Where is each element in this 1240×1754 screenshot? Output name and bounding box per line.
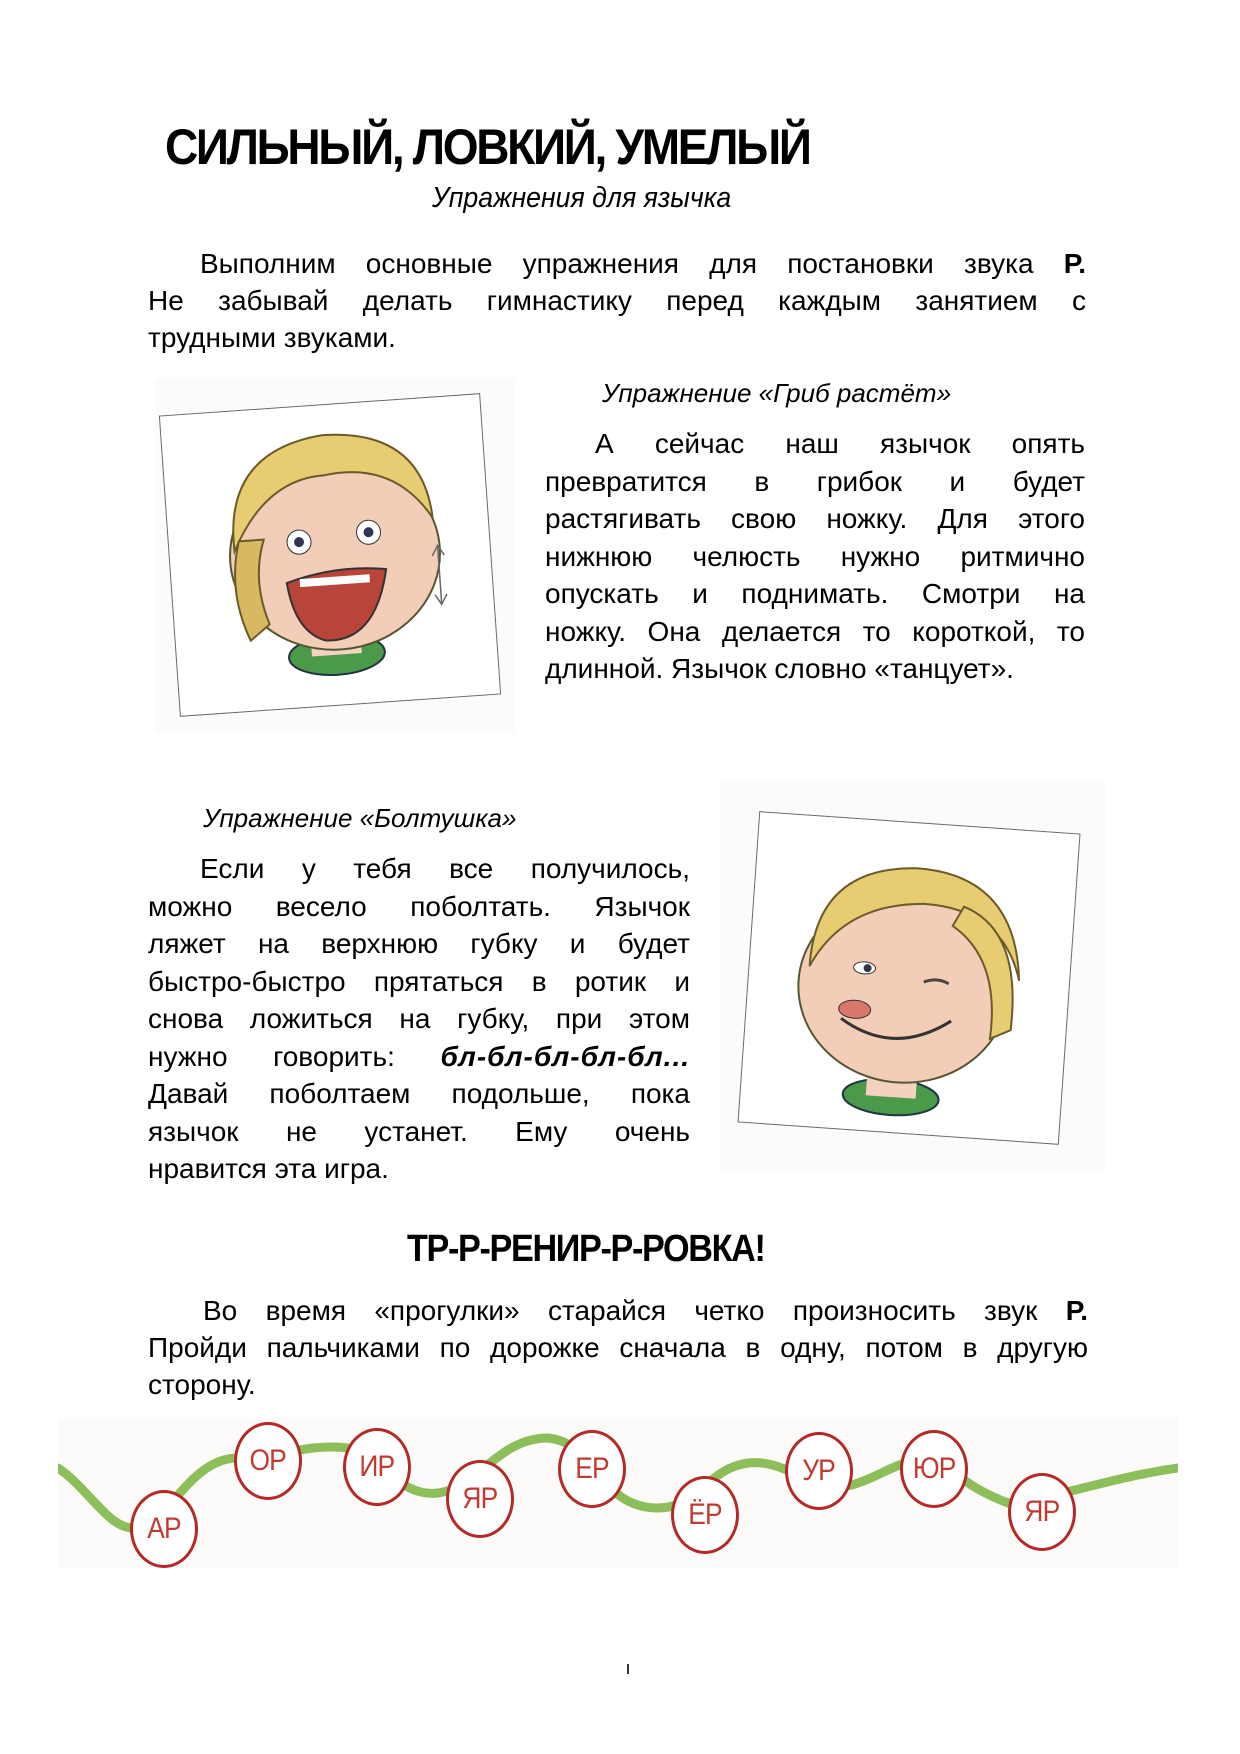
syllable-er[interactable]: ЕР <box>558 1430 626 1508</box>
exercise2-image-frame <box>720 782 1105 1172</box>
ex2-line: язычок не устанет. Ему очень <box>148 1115 690 1147</box>
ex2-line: нужно говорить: бл-бл-бл-бл-бл... <box>148 1040 690 1072</box>
page-number-mark <box>627 1664 629 1674</box>
training-paragraph <box>148 1292 1088 1403</box>
ex2-line: Если у тебя все получилось, <box>200 853 690 884</box>
ex1-line: превратится в грибок и будет <box>545 465 1085 497</box>
boy-tongue-image <box>738 811 1081 1145</box>
exercise1-body <box>545 425 1085 688</box>
intro-line-2: Не забывай делать гимнастику перед каждым занятием с <box>148 285 1086 316</box>
ex2-line: ляжет на верхнюю губку и будет <box>148 928 690 959</box>
intro-line-1: Выполним основные упражнения для постановки звука Р. <box>200 248 1087 279</box>
sound-letter: Р. <box>1065 1295 1089 1326</box>
ex2-line: Давай поболтаем подольше, пока <box>148 1078 690 1109</box>
exercise2-body <box>148 850 690 1188</box>
page-subtitle: Упражнения для язычка <box>432 182 732 214</box>
ex1-line: А сейчас наш язычок опять <box>595 428 1085 459</box>
syllable-ar[interactable]: АР <box>130 1490 198 1568</box>
ex1-line: опускать и поднимать. Смотри на <box>545 578 1085 609</box>
boy-face-winking-icon <box>739 812 1080 1144</box>
syllable-path <box>58 1418 1178 1568</box>
syllable-yar-2[interactable]: ЯР <box>1008 1473 1076 1551</box>
syllable-or[interactable]: ОР <box>234 1422 302 1500</box>
syllable-yur[interactable]: ЮР <box>900 1430 968 1508</box>
syllable-yo-r[interactable]: ЁР <box>671 1476 739 1554</box>
training-heading: ТР-Р-РЕНИР-Р-РОВКА! <box>407 1228 765 1270</box>
ex2-line: быстро-быстро прятаться в ротик и <box>148 965 690 997</box>
sound-pattern: бл-бл-бл-бл-бл... <box>440 1040 690 1072</box>
syllable-ur[interactable]: УР <box>785 1432 853 1510</box>
boy-open-mouth-image <box>159 393 501 717</box>
training-line-3: сторону. <box>148 1369 256 1400</box>
ex2-line: нравится эта игра. <box>148 1153 389 1184</box>
boy-face-icon <box>160 394 500 716</box>
training-line-1: Во время «прогулки» старайся четко произносить звук Р. <box>203 1295 1089 1326</box>
ex1-line: длинной. Язычок словно «танцует». <box>545 653 1014 684</box>
ex1-line: растягивать свою ножку. Для этого <box>545 503 1085 534</box>
intro-line-3: трудными звуками. <box>148 322 396 353</box>
exercise1-title: Упражнение «Гриб растёт» <box>602 378 952 408</box>
exercise1-image-frame <box>155 378 515 733</box>
ex2-line: можно весело поболтать. Язычок <box>148 890 690 922</box>
exercise2-title: Упражнение «Болтушка» <box>203 803 517 833</box>
ex2-line: снова ложиться на губку, при этом <box>148 1003 690 1034</box>
ex1-line: ножку. Она делается то короткой, то <box>545 615 1085 647</box>
ex1-line: нижнюю челюсть нужно ритмично <box>545 540 1085 572</box>
syllable-ir[interactable]: ИР <box>343 1428 411 1506</box>
intro-paragraph <box>148 245 1086 356</box>
page-title: СИЛЬНЫЙ, ЛОВКИЙ, УМЕЛЫЙ <box>165 119 810 175</box>
training-line-2: Пройди пальчиками по дорожке сначала в одну, потом в другую <box>148 1332 1088 1363</box>
sound-letter: Р. <box>1063 248 1087 279</box>
syllable-yar[interactable]: ЯР <box>446 1460 514 1538</box>
